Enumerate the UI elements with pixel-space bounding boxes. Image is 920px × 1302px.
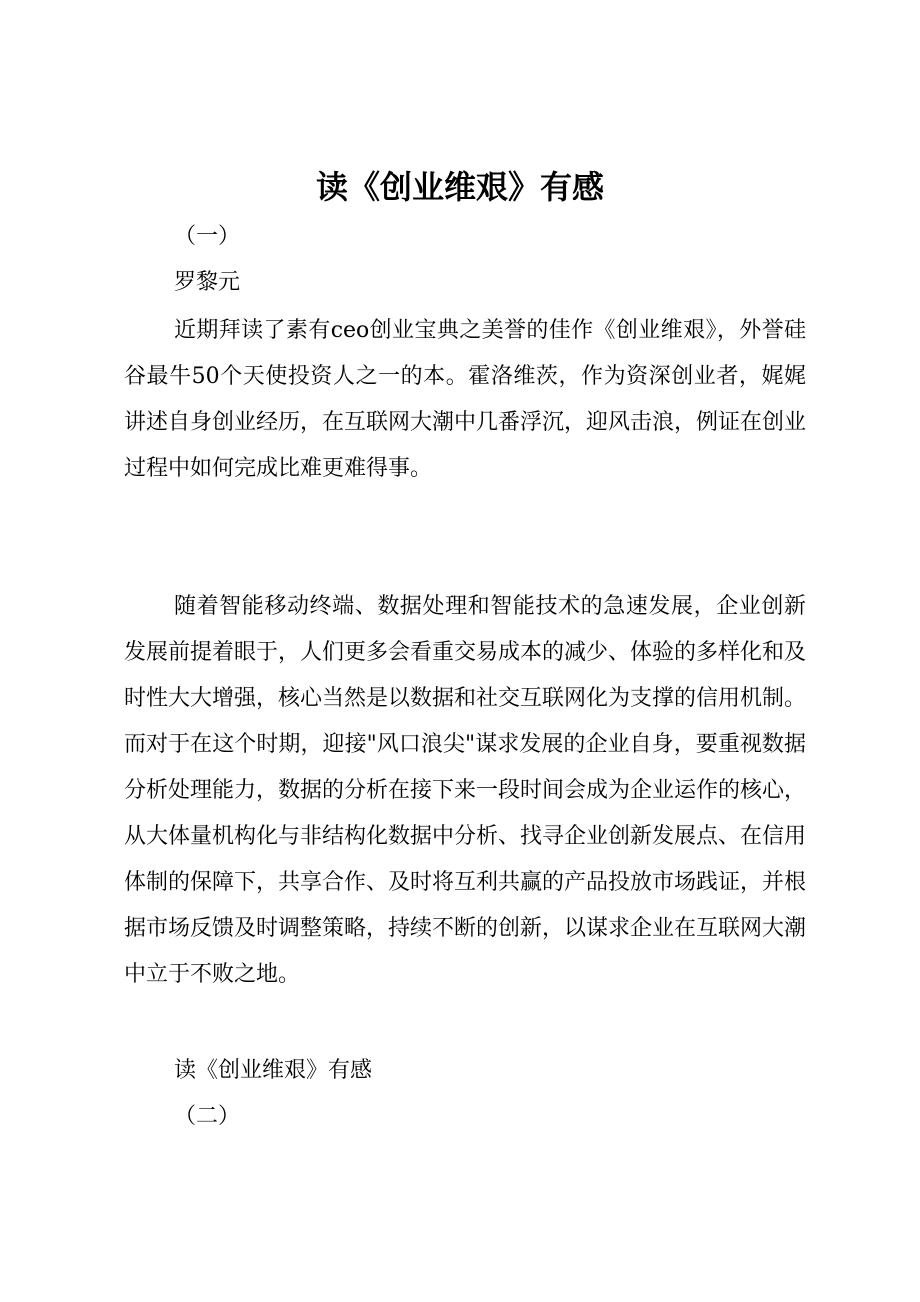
section-one-label: （一） [174, 224, 241, 249]
document-title: 读《创业维艰》有感 [315, 168, 604, 206]
repeat-title: 读《创业维艰》有感 [174, 1058, 373, 1083]
author-name: 罗黎元 [174, 270, 241, 295]
section-two-label: （二） [174, 1104, 241, 1129]
paragraph-main: 随着智能移动终端、数据处理和智能技术的急速发展，企业创新发展前提着眼于，人们更多会看重交易成本的减少、体验的多样化和及时性大大增强，核心当然是以数据和社交互联网化为支撑的信用机制。而对于在这个时期，迎接"风口浪尖"谋求发展的企业自身，要重视数据分析处理能力，数据的分析在接下来一段时间会成为企业运作的核心，从大体量机构化与非结构化数据中分析、找寻企业创新发展点、在信用体制的保障下，共享合作、及时将互利共赢的产品投放市场践证，并根据市场反馈及时调整策略，持续不断的创新，以谋求企业在互联网大潮中立于不败之地。 [124, 594, 807, 987]
paragraph-intro: 近期拜读了素有ceo创业宝典之美誉的佳作《创业维艰》，外誉硅谷最牛50个天使投资人之一的本。霍洛维茨，作为资深创业者，娓娓讲述自身创业经历，在互联网大潮中几番浮沉，迎风击浪，例证在创业过程中如何完成比难更难得事。 [124, 318, 807, 481]
